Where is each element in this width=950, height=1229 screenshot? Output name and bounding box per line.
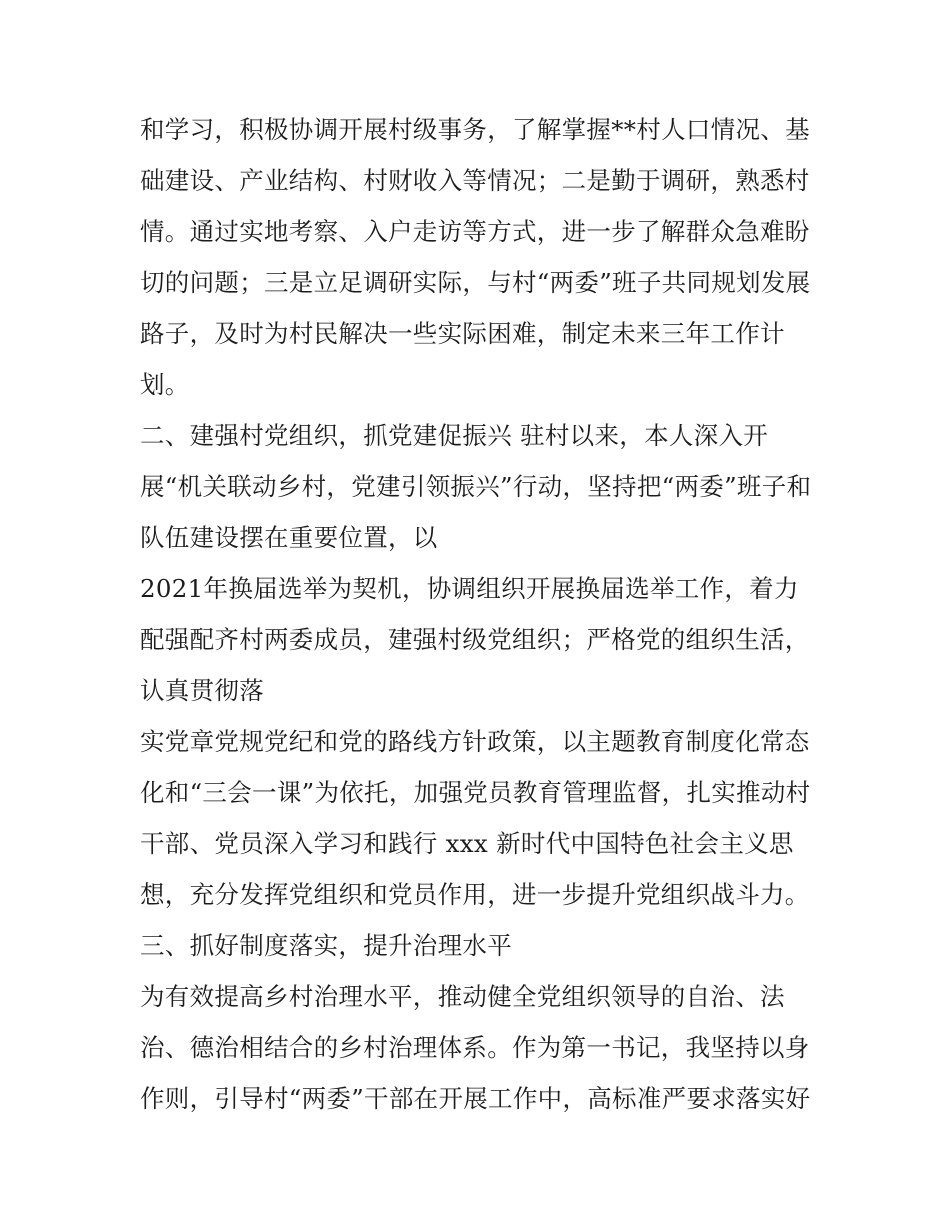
text-line: 展“机关联动乡村，党建引领振兴”行动，坚持把“两委”班子和 [140,472,812,501]
text-line: 作则，引导村“两委”干部在开展工作中，高标准严要求落实好 [140,1084,811,1113]
text-line: 和学习，积极协调开展村级事务，了解掌握**村人口情况、基 [140,115,810,144]
document-body [140,104,830,1124]
text-line: 想，充分发挥党组织和党员作用，进一步提升党组织战斗力。 [140,880,810,909]
text-line: 实党章党规党纪和党的路线方针政策，以主题教育制度化常态 [140,727,810,756]
section-heading: 二、建强村党组织，抓党建促振兴 驻村以来，本人深入开 [140,421,769,450]
text-line: 化和“三会一课”为依托，加强党员教育管理监督，扎实推动村 [140,778,811,807]
text-line: 干部、党员深入学习和践行 xxx 新时代中国特色社会主义思 [140,829,794,858]
text-line: 2021年换届选举为契机，协调组织开展换届选举工作，着力 [140,574,799,603]
section-heading: 三、抓好制度落实，提升治理水平 [140,931,512,960]
text-line: 切的问题；三是立足调研实际，与村“两委”班子共同规划发展 [140,268,811,297]
text-line: 情。通过实地考察、入户走访等方式，进一步了解群众急难盼 [140,217,810,246]
text-line: 路子，及时为村民解决一些实际困难，制定未来三年工作计 [140,319,785,348]
text-line: 认真贯彻落 [140,676,264,705]
text-line: 治、德治相结合的乡村治理体系。作为第一书记，我坚持以身 [140,1033,810,1062]
text-line: 础建设、产业结构、村财收入等情况；二是勤于调研，熟悉村 [140,166,810,195]
text-line: 划。 [140,370,190,399]
text-line: 配强配齐村两委成员，建强村级党组织；严格党的组织生活， [140,625,810,654]
text-line: 为有效提高乡村治理水平，推动健全党组织领导的自治、法 [140,982,785,1011]
text-line: 队伍建设摆在重要位置，以 [140,523,438,552]
